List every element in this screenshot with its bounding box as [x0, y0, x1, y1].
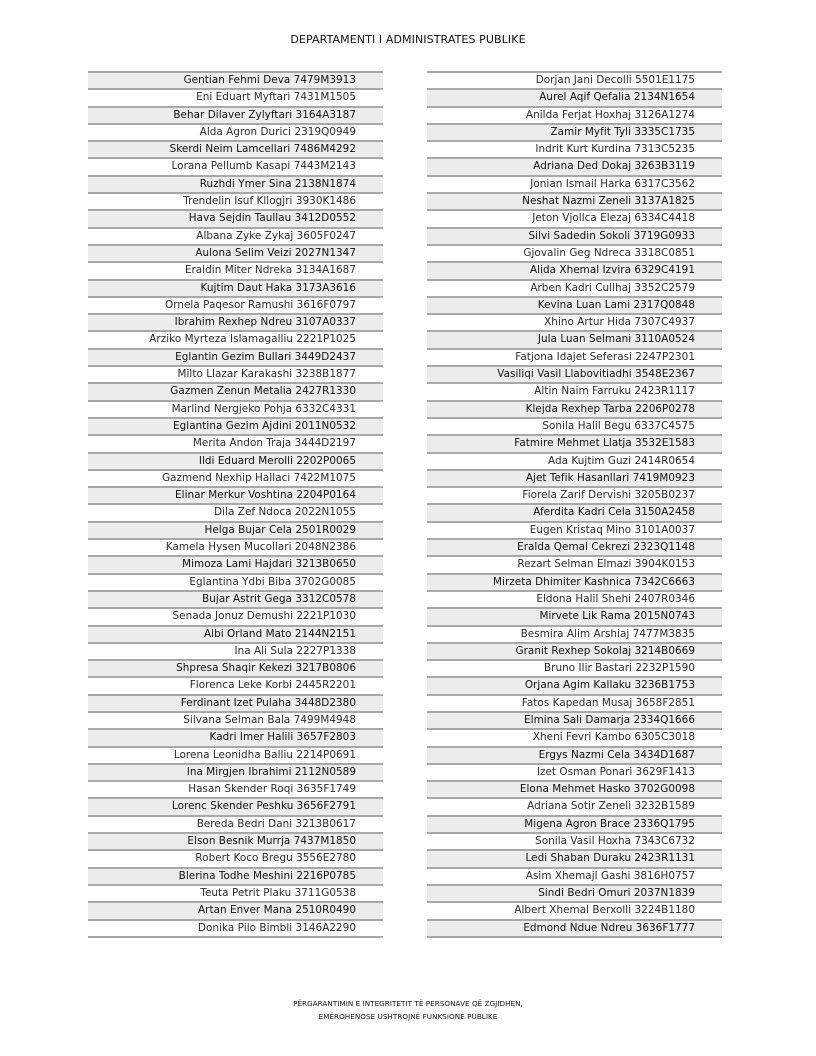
list-item: Alda Agron Durici 2319Q0949 [88, 123, 383, 140]
list-item: Sonila Vasil Hoxha 7343C6732 [427, 832, 722, 849]
list-item: Bruno Ilir Bastari 2232P1590 [427, 659, 722, 676]
list-item: Asim Xhemajl Gashi 3816H0757 [427, 867, 722, 884]
list-item: Elmina Sali Damarja 2334Q1666 [427, 711, 722, 728]
page-footer [0, 998, 816, 1023]
list-item: Lorana Pellumb Kasapi 7443M2143 [88, 157, 383, 174]
list-item: Izet Osman Ponari 3629F1413 [427, 763, 722, 780]
list-item: Fatjona Idajet Seferasi 2247P2301 [427, 348, 722, 365]
list-item: Albana Zyke Zykaj 3605F0247 [88, 227, 383, 244]
list-item: Trendelin Isuf Kllogjri 3930K1486 [88, 192, 383, 209]
list-item: Blerina Todhe Meshini 2216P0785 [88, 867, 383, 884]
list-item: Merita Andon Traja 3444D2197 [88, 434, 383, 451]
list-item: Kujtim Daut Haka 3173A3616 [88, 279, 383, 296]
list-item: Hava Sejdin Taullau 3412D0552 [88, 209, 383, 226]
list-item: Aurel Aqif Qefalia 2134N1654 [427, 88, 722, 105]
list-item: Besmira Alim Arshiaj 7477M3835 [427, 625, 722, 642]
list-item: Eugen Kristaq Mino 3101A0037 [427, 521, 722, 538]
list-item: Ina Ali Sula 2227P1338 [88, 642, 383, 659]
list-item: Indrit Kurt Kurdina 7313C5235 [427, 140, 722, 157]
list-item: Lorenc Skender Peshku 3656F2791 [88, 797, 383, 814]
list-item: Dila Zef Ndoca 2022N1055 [88, 503, 383, 520]
list-item: Florenca Leke Korbi 2445R2201 [88, 676, 383, 693]
list-item: Mirzeta Dhimiter Kashnica 7342C6663 [427, 573, 722, 590]
list-item: Eglantina Gezim Ajdini 2011N0532 [88, 417, 383, 434]
list-item: Sindi Bedri Omuri 2037N1839 [427, 884, 722, 901]
list-item: Gentian Fehmi Deva 7479M3913 [88, 71, 383, 88]
list-item: Eldona Halil Shehi 2407R0346 [427, 590, 722, 607]
list-item: Kamela Hysen Mucollari 2048N2386 [88, 538, 383, 555]
list-item: Lorena Leonidha Balliu 2214P0691 [88, 746, 383, 763]
list-item: Altin Naim Farruku 2423R1117 [427, 382, 722, 399]
list-item: Bereda Bedri Dani 3213B0617 [88, 815, 383, 832]
list-item: Teuta Petrit Plaku 3711G0538 [88, 884, 383, 901]
list-item: Zamir Myfit Tyli 3335C1735 [427, 123, 722, 140]
list-item: Mimoza Lami Hajdari 3213B0650 [88, 555, 383, 572]
list-item: Fatmire Mehmet Llatja 3532E1583 [427, 434, 722, 451]
list-item: Behar Dilaver Zylyftari 3164A3187 [88, 106, 383, 123]
list-item: Ergys Nazmi Cela 3434D1687 [427, 746, 722, 763]
list-item: Eralda Qemal Cekrezi 2323Q1148 [427, 538, 722, 555]
list-item: Aulona Selim Veizi 2027N1347 [88, 244, 383, 261]
list-item: Milto Llazar Karakashi 3238B1877 [88, 365, 383, 382]
list-item: Ada Kujtim Guzi 2414R0654 [427, 452, 722, 469]
list-item: Marlind Nergjeko Pohja 6332C4331 [88, 400, 383, 417]
list-item: Gjovalin Geg Ndreca 3318C0851 [427, 244, 722, 261]
list-item: Mirvete Lik Rama 2015N0743 [427, 607, 722, 624]
page-title: DEPARTAMENTI I ADMINISTRATES PUBLIKE [290, 33, 526, 46]
list-item: Silvana Selman Bala 7499M4948 [88, 711, 383, 728]
name-list-right [427, 71, 722, 938]
list-item: Albert Xhemal Berxolli 3224B1180 [427, 901, 722, 918]
list-item: Dorjan Jani Decolli 5501E1175 [427, 71, 722, 88]
list-item: Migena Agron Brace 2336Q1795 [427, 815, 722, 832]
list-item: Elson Besnik Murrja 7437M1850 [88, 832, 383, 849]
list-item: Senada Jonuz Demushi 2221P1030 [88, 607, 383, 624]
list-item: Ajet Tefik Hasanllari 7419M0923 [427, 469, 722, 486]
list-item: Shpresa Shaqir Kekezi 3217B0806 [88, 659, 383, 676]
list-item: Hasan Skender Roqi 3635F1749 [88, 780, 383, 797]
list-item: Ina Mirgjen Ibrahimi 2112N0589 [88, 763, 383, 780]
list-item: Robert Koco Bregu 3556E2780 [88, 849, 383, 866]
list-item: Arziko Myrteza Islamagalliu 2221P1025 [88, 330, 383, 347]
list-item: Donika Pilo Bimbli 3146A2290 [88, 919, 383, 938]
list-item: Ornela Paqesor Ramushi 3616F0797 [88, 296, 383, 313]
list-item: Eni Eduart Myftari 7431M1505 [88, 88, 383, 105]
list-item: Edmond Ndue Ndreu 3636F1777 [427, 919, 722, 938]
list-item: Gazmen Zenun Metalia 2427R1330 [88, 382, 383, 399]
list-item: Adriana Sotir Zeneli 3232B1589 [427, 797, 722, 814]
list-item: Bujar Astrit Gega 3312C0578 [88, 590, 383, 607]
list-item: Jeton Vjollca Elezaj 6334C4418 [427, 209, 722, 226]
list-item: Jonian Ismail Harka 6317C3562 [427, 175, 722, 192]
list-item: Artan Enver Mana 2510R0490 [88, 901, 383, 918]
list-item: Xheni Fevri Kambo 6305C3018 [427, 728, 722, 745]
list-item: Eraldin Miter Ndreka 3134A1687 [88, 261, 383, 278]
list-item: Orjana Agim Kallaku 3236B1753 [427, 676, 722, 693]
list-item: Kevina Luan Lami 2317Q0848 [427, 296, 722, 313]
list-item: Gazmend Nexhip Hallaci 7422M1075 [88, 469, 383, 486]
list-item: Xhino Artur Hida 7307C4937 [427, 313, 722, 330]
list-item: Neshat Nazmi Zeneli 3137A1825 [427, 192, 722, 209]
list-item: Vasiliqi Vasil Llabovitiadhi 3548E2367 [427, 365, 722, 382]
list-item: Skerdi Neim Lamcellari 7486M4292 [88, 140, 383, 157]
list-item: Ferdinant Izet Pulaha 3448D2380 [88, 694, 383, 711]
name-list-left [88, 71, 383, 938]
list-item: Arben Kadri Cullhaj 3352C2579 [427, 279, 722, 296]
list-item: Silvi Sadedin Sokoli 3719G0933 [427, 227, 722, 244]
list-item: Sonila Halil Begu 6337C4575 [427, 417, 722, 434]
list-item: Elona Mehmet Hasko 3702G0098 [427, 780, 722, 797]
list-item: Fiorela Zarif Dervishi 3205B0237 [427, 486, 722, 503]
list-item: Alida Xhemal Izvira 6329C4191 [427, 261, 722, 278]
list-item: Helga Bujar Cela 2501R0029 [88, 521, 383, 538]
list-item: Aferdita Kadri Cela 3150A2458 [427, 503, 722, 520]
list-item: Ildi Eduard Merolli 2202P0065 [88, 452, 383, 469]
list-item: Ruzhdi Ymer Sina 2138N1874 [88, 175, 383, 192]
footer-line-2: EMËROHENOSE USHTROJNË FUNKSIONE PUBLIKE [318, 1011, 498, 1021]
list-item: Granit Rexhep Sokolaj 3214B0669 [427, 642, 722, 659]
list-item: Eglantin Gezim Bullari 3449D2437 [88, 348, 383, 365]
list-item: Jula Luan Selmani 3110A0524 [427, 330, 722, 347]
list-item: Klejda Rexhep Tarba 2206P0278 [427, 400, 722, 417]
list-item: Albi Orland Mato 2144N2151 [88, 625, 383, 642]
list-item: Ledi Shaban Duraku 2423R1131 [427, 849, 722, 866]
list-item: Adriana Ded Dokaj 3263B3119 [427, 157, 722, 174]
list-item: Rezart Selman Elmazi 3904K0153 [427, 555, 722, 572]
list-item: Fatos Kapedan Musaj 3658F2851 [427, 694, 722, 711]
list-item: Elinar Merkur Voshtina 2204P0164 [88, 486, 383, 503]
footer-line-1: PËRGARANTIMIN E INTEGRITETIT TË PERSONAVE QË ZGJIDHEN, [293, 999, 523, 1008]
list-item: Eglantina Ydbi Biba 3702G0085 [88, 573, 383, 590]
list-item: Anilda Ferjat Hoxhaj 3126A1274 [427, 106, 722, 123]
list-item: Kadri Imer Halili 3657F2803 [88, 728, 383, 745]
list-item: Ibrahim Rexhep Ndreu 3107A0337 [88, 313, 383, 330]
